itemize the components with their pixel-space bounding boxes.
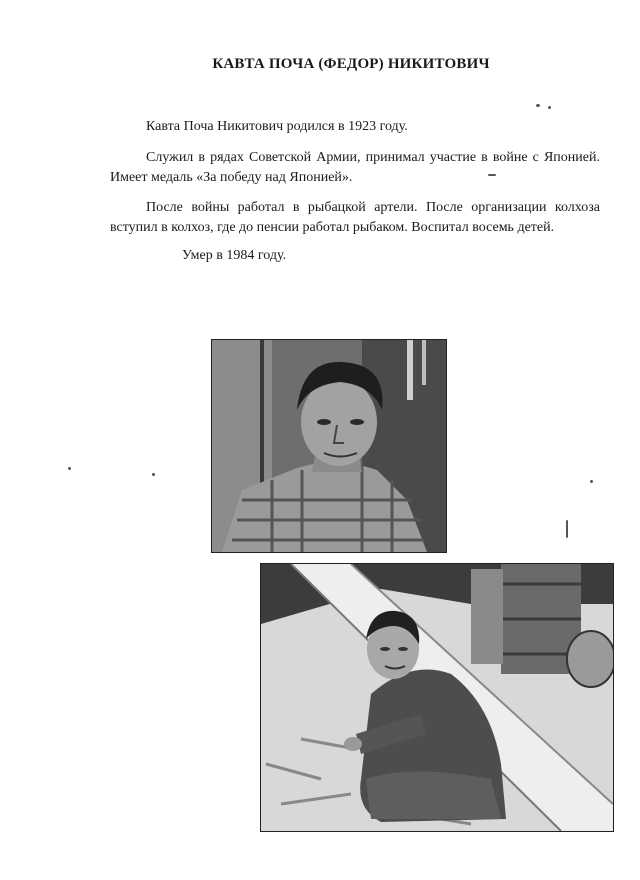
workshop-photo	[260, 563, 614, 832]
portrait-photo	[211, 339, 447, 553]
paragraph-work: После войны работал в рыбацкой артели. После организации колхоза вступил в колхоз, где до пенсии работал рыбаком. Воспитал восемь детей.	[110, 200, 600, 235]
paragraph-death: Умер в 1984 году.	[182, 248, 287, 263]
scan-speck	[68, 467, 71, 470]
scan-speck	[566, 520, 568, 538]
workshop-photo-image	[261, 564, 613, 831]
scan-speck	[590, 480, 593, 483]
scan-speck	[536, 104, 540, 107]
page-title: КАВТА ПОЧА (ФЕДОР) НИКИТОВИЧ	[212, 56, 490, 72]
scan-speck	[152, 473, 155, 476]
paragraph-birth: Кавта Поча Никитович родился в 1923 году.	[146, 119, 408, 134]
paragraph-service: Служил в рядах Советской Армии, принимал участие в войне с Японией. Имеет медаль «За победу над Японией».	[110, 150, 600, 185]
scan-speck	[488, 174, 496, 176]
portrait-photo-image	[212, 340, 446, 552]
scan-speck	[548, 106, 551, 109]
